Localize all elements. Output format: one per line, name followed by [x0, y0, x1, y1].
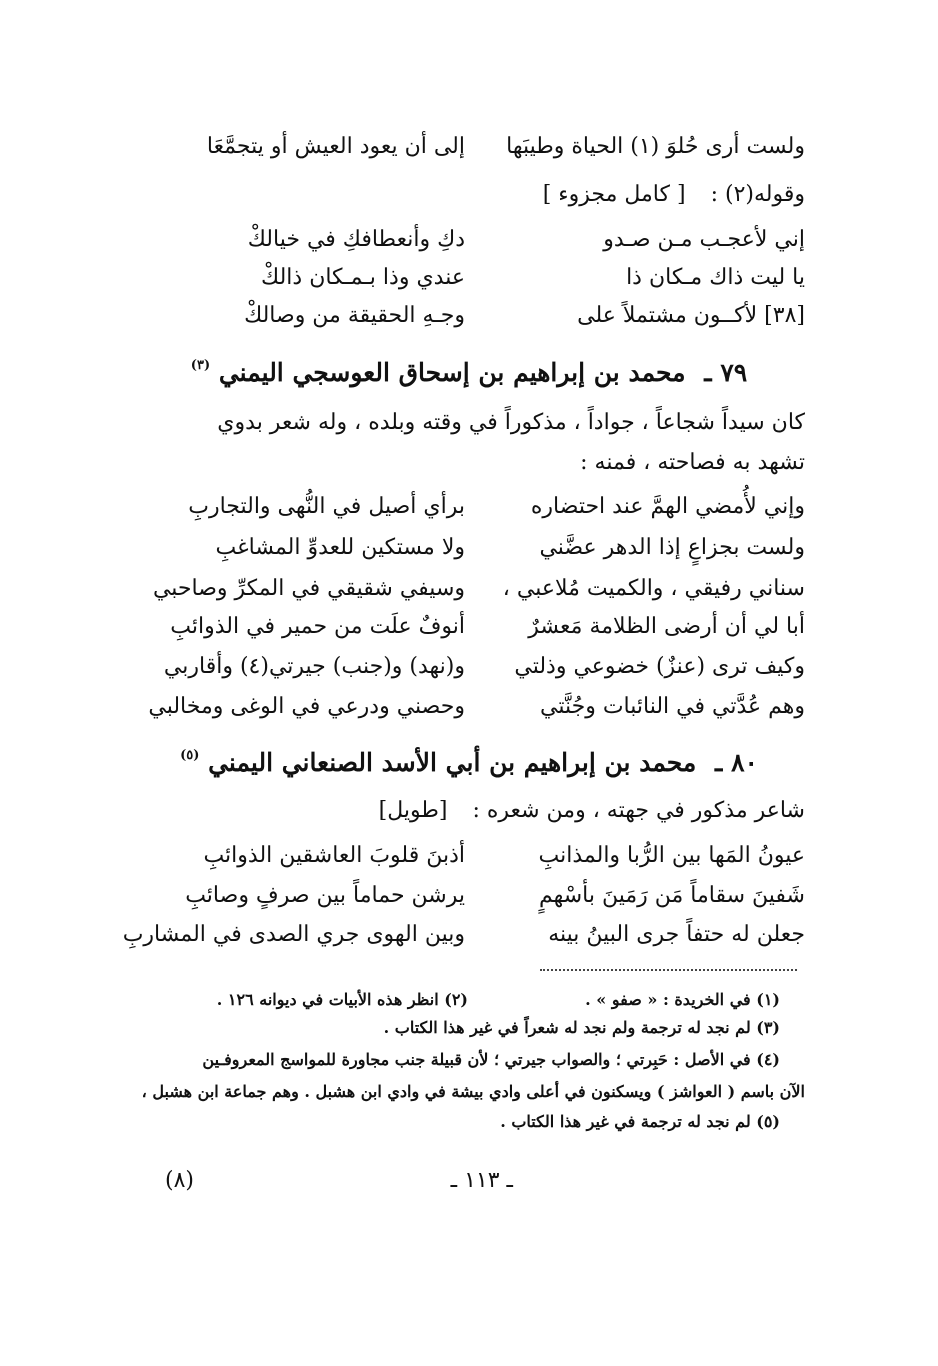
verse-first-hemistich: [٣٨] لأكــون مشتملاً على [577, 303, 805, 328]
verse-line [135, 535, 805, 565]
verse-first-hemistich: شَفينَ سقاماً مَن رَمَينَ بأسْهمٍ [538, 883, 805, 908]
prose-line: تشهد به فصاحته ، فمنه : [580, 450, 805, 475]
verse-first-hemistich: ولست أرى حُلوَ (١) الحياة وطيبَها [506, 134, 805, 159]
signature-mark: (٨) [165, 1168, 195, 1193]
footnote: (٤) في الأصل : حَبِرتي ؛ والصواب جيرتي ؛ لأن قبيلة جنب مجاورة للمواسج المعروفـين [202, 1050, 780, 1069]
verse-line [135, 265, 805, 295]
verse-first-hemistich: إني لأعجـب مـن صـدو [603, 227, 805, 252]
footnote: (٢) انظر هذه الأبيات في ديوانه ١٢٦ . [216, 990, 468, 1009]
entry-heading [0, 748, 938, 777]
verse-first-hemistich: يا ليت ذاك مـكان ذا [626, 265, 805, 290]
entry-number: ٨٠ ـ [715, 748, 758, 777]
intro-line [543, 184, 805, 206]
verse-line [135, 134, 805, 164]
verse-line [135, 694, 805, 724]
verse-first-hemistich: وإني لأُمضي الهمَّ عند احتضاره [530, 494, 805, 519]
verse-first-hemistich: أبا لي أن أرضى الظلامة مَعشرٌ [528, 614, 805, 639]
verse-line [135, 227, 805, 257]
meter-label: [طويل] [378, 798, 448, 823]
verse-line [135, 883, 805, 913]
verse-second-hemistich: ولا مستكين للعدوِّ المشاغبِ [215, 535, 465, 560]
prose-line: كان سيداً شجاعاً ، جواداً ، مذكوراً في وقته وبلده ، وله شعر بدوي [217, 410, 805, 435]
verse-second-hemistich: وسيفي شقيقي في المكرِّ وصاحبي [152, 576, 465, 601]
verse-first-hemistich: سناني رفيقي ، والكميت مُلاعبي ، [502, 576, 805, 601]
page-number: ـ ١١٣ ـ [450, 1168, 513, 1193]
footnote: (٣) لم نجد له ترجمة ولم نجد له شعراً في غير هذا الكتاب . [383, 1018, 780, 1037]
entry-heading [0, 358, 938, 387]
verse-line [135, 614, 805, 644]
verse-second-hemistich: دكِ وأنعطافكِ في خيالكْ [247, 227, 465, 252]
verse-second-hemistich: أنوفٌ علَت من حمير في الذوائبِ [170, 614, 465, 639]
entry-number: ٧٩ ـ [704, 358, 748, 387]
verse-second-hemistich: وجـهِ الحقيقة من وصالكْ [244, 303, 465, 328]
verse-first-hemistich: جعلن له حتفاً جرى البينُ بينه [548, 922, 805, 947]
verse-second-hemistich: وحصني ودرعي في الوغى ومخالبي [148, 694, 465, 719]
verse-second-hemistich: يرشن حماماً بين صرفٍ وصائبِ [185, 883, 465, 908]
verse-second-hemistich: برأي أصيل في النُّهى والتجاربِ [188, 494, 465, 519]
meter-label: [ كامل مجزوء ] [542, 182, 686, 207]
prose-text: شاعر مذكور في جهته ، ومن شعره : [472, 798, 805, 823]
entry-name: محمد بن إبراهيم بن أبي الأسد الصنعاني اليمني [208, 748, 697, 777]
verse-line [135, 843, 805, 873]
footnote: (١) في الخريدة : « صفو » . [585, 990, 780, 1009]
verse-line [135, 654, 805, 684]
footnote: الآن باسم ( العواشز ) ويسكنون في أعلى وادي بيشة في وادي ابن هشبل . وهم جماعة ابن هشبل ، [141, 1082, 805, 1101]
verse-second-hemistich: وبين الهوى جري الصدى في المشاربِ [122, 922, 465, 947]
intro-text: وقوله(٢) : [710, 182, 805, 207]
verse-line [135, 303, 805, 333]
footnote-marker: (٣) [190, 358, 211, 373]
verse-line [135, 494, 805, 524]
verse-second-hemistich: عندي وذا بـمـكان ذالكْ [261, 265, 465, 290]
verse-line [122, 922, 805, 952]
footnote: (٥) لم نجد له ترجمة في غير هذا الكتاب . [500, 1112, 780, 1131]
verse-first-hemistich: وهم عُدَّتي في النائبات وجُنَّتي [540, 694, 805, 719]
footnote-marker: (٥) [180, 748, 200, 763]
entry-name: محمد بن إبراهيم بن إسحاق العوسجي اليمني [218, 358, 686, 387]
verse-first-hemistich: عيونُ المَها بين الرُّبا والمذانبِ [538, 843, 805, 868]
verse-second-hemistich: إلى أن يعود العيش أو يتجمَّعَا [206, 134, 465, 159]
prose-line [379, 800, 805, 822]
verse-second-hemistich: و(نهد) و(جنب) جيرتي(٤) وأقاربي [163, 654, 465, 679]
verse-second-hemistich: أذبنَ قلوبَ العاشقين الذوائبِ [203, 843, 465, 868]
verse-line [135, 576, 805, 606]
verse-first-hemistich: ولست بجزاعٍ إذا الدهر عضَّني [539, 535, 805, 560]
verse-first-hemistich: وكيف ترى (عنزٌ) خضوعي وذلتي [514, 654, 805, 679]
footnote-separator [540, 969, 797, 971]
